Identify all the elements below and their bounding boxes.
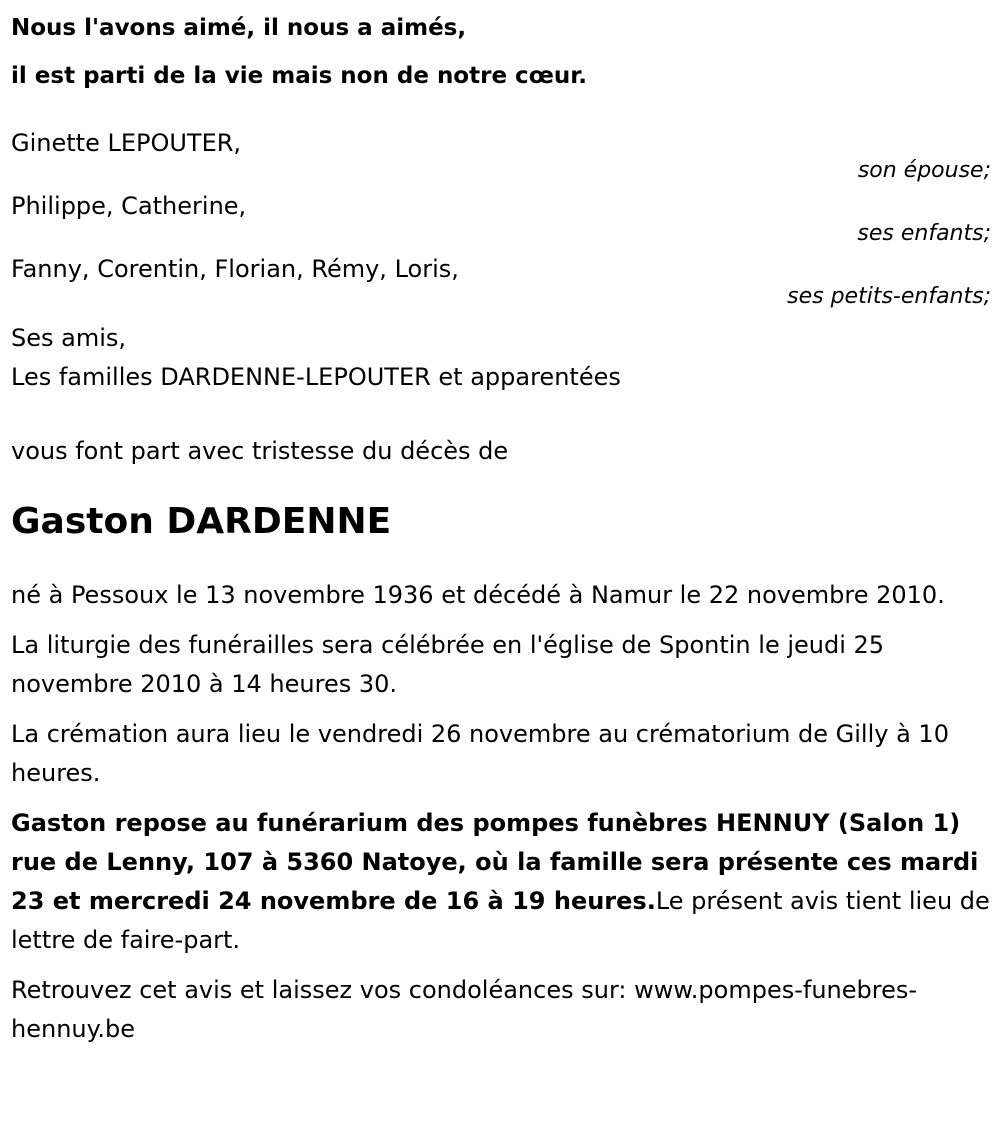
relative-names-grandchildren: Fanny, Corentin, Florian, Rémy, Loris, <box>11 255 459 283</box>
friends-and-families <box>11 319 991 397</box>
condolences-info: Retrouvez cet avis et laissez vos condoléances sur: www.pompes-funebres-hennuy.be <box>11 976 918 1043</box>
relative-names-children: Philippe, Catherine, <box>11 192 247 220</box>
relation-grandchildren: ses petits-enfants; <box>787 284 991 309</box>
visitation-details: Gaston repose au funérarium des pompes funèbres HENNUY (Salon 1) rue de Lenny, 107 à 5360 Natoye, où la famille sera présente ces mardi 23 et mercredi 24 novembre de 16 à 19 heures. <box>11 809 979 915</box>
notice-details <box>11 576 991 1049</box>
friends-line: Ses amis, <box>11 324 127 352</box>
relative-names-spouse: Ginette LEPOUTER, <box>11 129 242 157</box>
families-line: Les familles DARDENNE-LEPOUTER et apparentées <box>11 363 621 391</box>
deceased-name: Gaston DARDENNE <box>11 501 392 542</box>
announcement-intro: vous font part avec tristesse du décès de <box>11 437 509 465</box>
motto-line-2: il est parti de la vie mais non de notre cœur. <box>11 63 588 89</box>
death-notice <box>11 0 991 1060</box>
motto-line-1: Nous l'avons aimé, il nous a aimés, <box>11 15 467 41</box>
birth-death-dates: né à Pessoux le 13 novembre 1936 et décédé à Namur le 22 novembre 2010. <box>11 581 945 609</box>
motto <box>11 0 991 100</box>
relation-spouse: son épouse; <box>857 158 991 183</box>
liturgy-info: La liturgie des funérailles sera célébrée en l'église de Spontin le jeudi 25 novembre 2010 à 14 heures 30. <box>11 631 885 698</box>
visitation-info <box>11 804 991 960</box>
family-list <box>11 128 991 317</box>
cremation-info: La crémation aura lieu le vendredi 26 novembre au crématorium de Gilly à 10 heures. <box>11 720 949 787</box>
notice-replacement-note: Le présent avis tient lieu de lettre de faire-part. <box>11 887 990 954</box>
relation-children: ses enfants; <box>857 221 991 246</box>
